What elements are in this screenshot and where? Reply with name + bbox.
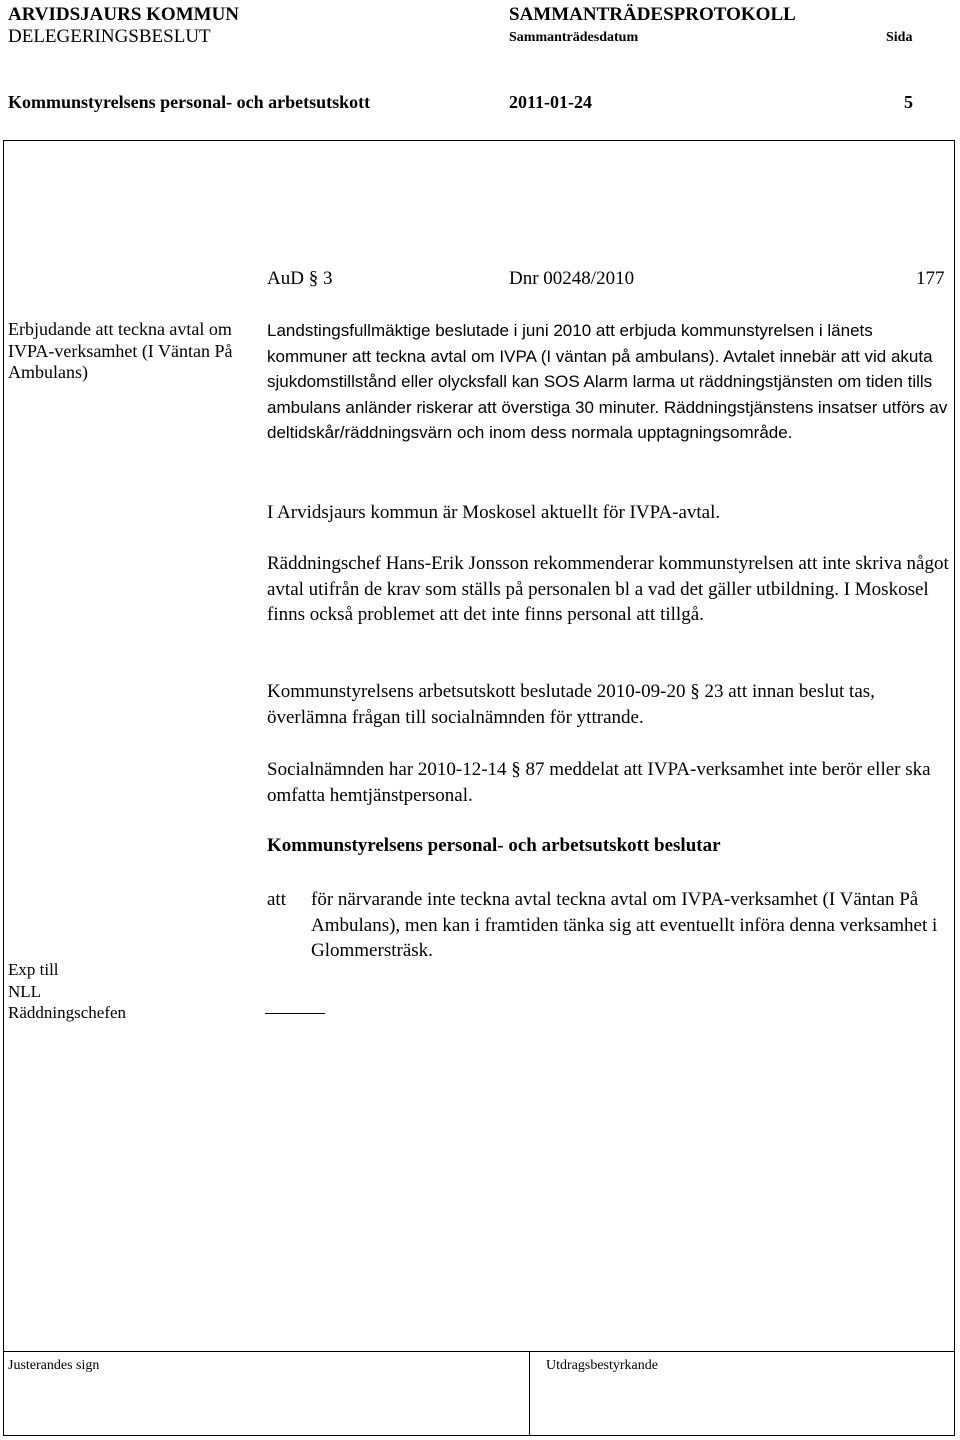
decision-text: för närvarande inte teckna avtal teckna avtal om IVPA-verksamhet (I Väntan På Ambulans), men kan i framtiden tänka sig att eventuellt införa denna verksamhet i Glommersträsk.: [311, 889, 938, 961]
municipality-name: ARVIDSJAURS KOMMUN: [8, 4, 240, 25]
footer-column-divider: [529, 1351, 530, 1436]
extract-certification-label: Utdragsbestyrkande: [546, 1358, 658, 1373]
paragraph-background: Landstingsfullmäktige beslutade i juni 2010 att erbjuda kommunstyrelsen i länets kommuner att teckna avtal om IVPA (I väntan på ambulans). Avtalet innebär att vid akuta sjukdomstillstånd eller olycksfall kan SOS Alarm larma ut räddningstjänsten om tiden tills ambulans anländer riskerar att överstiga 30 minuter. Räddningstjänstens insatser utförs av deltidskår/räddningsvärn och inom dess normala upptagningsområde.: [267, 321, 948, 442]
margin-title: Erbjudande att teckna avtal om IVPA-verksamhet (I Väntan På Ambulans): [8, 319, 233, 382]
distribution-line: NLL: [8, 981, 42, 1001]
protocol-title: SAMMANTRÄDESPROTOKOLL: [509, 4, 796, 25]
meeting-date: 2011-01-24: [509, 92, 592, 112]
document-type: DELEGERINGSBESLUT: [8, 26, 211, 47]
page-number: 5: [904, 92, 913, 112]
paragraph-social-board: Socialnämnden har 2010-12-14 § 87 meddelat att IVPA-verksamhet inte berör eller ska omfatta hemtjänstpersonal.: [267, 759, 931, 806]
date-label: Sammanträdesdatum: [509, 30, 639, 45]
paragraph-recommendation: Räddningschef Hans-Erik Jonsson rekommenderar kommunstyrelsen att inte skriva något avtal utifrån de krav som ställs på personalen bl a vad det gäller utbildning. I Moskosel finns också problemet att det inte finns personal att tillgå.: [267, 553, 949, 625]
section-ref: AuD § 3: [267, 268, 333, 289]
decision-heading: Kommunstyrelsens personal- och arbetsutskott beslutar: [267, 835, 721, 856]
distribution-list: [8, 959, 126, 1024]
decision-keyword: att: [267, 889, 286, 910]
signature-line: [265, 1013, 325, 1014]
section-number: 177: [916, 268, 945, 289]
diary-number: Dnr 00248/2010: [509, 268, 635, 289]
justification-signature-label: Justerandes sign: [8, 1358, 100, 1373]
page-label: Sida: [886, 30, 913, 45]
paragraph-moskosel: I Arvidsjaurs kommun är Moskosel aktuellt för IVPA-avtal.: [267, 502, 721, 523]
distribution-line: Räddningschefen: [8, 1003, 127, 1022]
committee-name: Kommunstyrelsens personal- och arbetsutskott: [8, 92, 371, 112]
footer-divider: [3, 1351, 955, 1352]
paragraph-au-decision: Kommunstyrelsens arbetsutskott beslutade 2010-09-20 § 23 att innan beslut tas, överlämna frågan till socialnämnden för yttrande.: [267, 681, 875, 728]
distribution-line: Exp till: [8, 960, 59, 979]
